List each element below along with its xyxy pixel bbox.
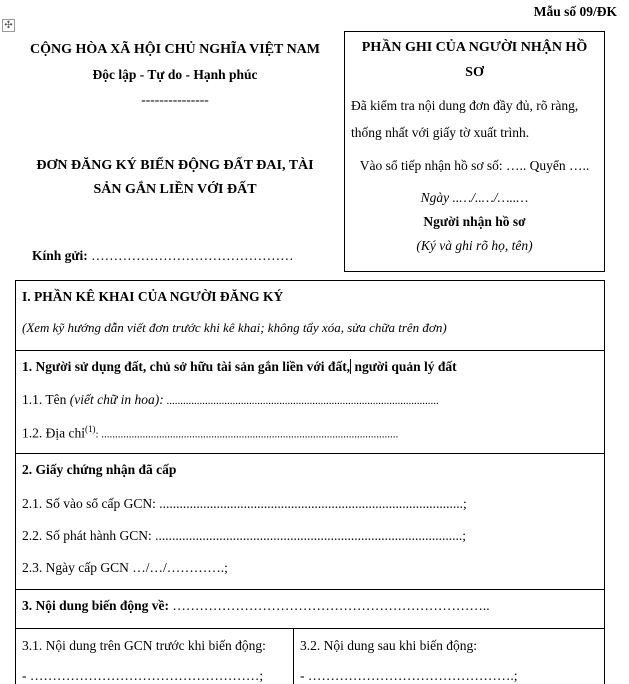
- before-change-label: 3.1. Nội dung trên GCN trước khi biến động:: [22, 638, 266, 653]
- part1-title-b: người quản lý đất: [351, 359, 457, 374]
- form-code: Mẫu số 09/ĐK: [533, 4, 617, 19]
- row-divider: [15, 453, 604, 454]
- table-border-right: [604, 280, 605, 684]
- name-field[interactable]: [22, 392, 439, 408]
- address-dots: : ............................................................................................................: [95, 428, 399, 441]
- table-border-top: [15, 280, 604, 281]
- footnote-marker: (1): [85, 424, 96, 434]
- header-separator: ---------------: [141, 92, 209, 107]
- part2-title: 2. Giấy chứng nhận đã cấp: [22, 462, 177, 477]
- gcn-issue-date-field[interactable]: 2.3. Ngày cấp GCN …/…/………….;: [22, 560, 228, 575]
- gcn-issue-number-field[interactable]: 2.2. Số phát hành GCN: ...........................................................................................;: [22, 528, 466, 543]
- recipient-label: Kính gửi:: [32, 248, 88, 263]
- part3-dots: ……………………………………………………………..: [169, 598, 490, 613]
- receiver-line2: thống nhất với giấy tờ xuất trình.: [351, 125, 530, 140]
- row-divider: [15, 628, 604, 629]
- recipient-line[interactable]: [32, 248, 294, 264]
- receiver-title-line1: PHẦN GHI CỦA NGƯỜI NHẬN HỒ: [361, 40, 588, 55]
- receiver-box: [344, 31, 605, 272]
- gcn-book-number-field[interactable]: 2.1. Số vào sổ cấp GCN: ..........................................................................................;: [22, 496, 467, 511]
- form-title-line1: ĐƠN ĐĂNG KÝ BIẾN ĐỘNG ĐẤT ĐAI, TÀI: [36, 158, 314, 173]
- part3-title-row[interactable]: [22, 598, 490, 614]
- name-label: 1.1. Tên: [22, 392, 70, 407]
- recipient-field[interactable]: ………………………………………: [91, 248, 294, 263]
- column-divider: [293, 628, 294, 684]
- receiver-line1: Đã kiểm tra nội dung đơn đầy đủ, rõ ràng,: [351, 98, 579, 113]
- row-divider: [15, 589, 604, 590]
- country-name: CỘNG HÒA XÃ HỘI CHỦ NGHĨA VIỆT NAM: [29, 42, 320, 57]
- receiver-date: Ngày ..…/..…/…..…: [420, 190, 529, 205]
- table-border-left: [15, 280, 16, 684]
- address-field[interactable]: [22, 424, 398, 442]
- form-title-line2: SẢN GẮN LIỀN VỚI ĐẤT: [93, 182, 257, 197]
- motto: Độc lập - Tự do - Hạnh phúc: [92, 67, 258, 82]
- after-change-field[interactable]: - ……………………………………….;: [300, 668, 518, 683]
- table-move-handle-icon[interactable]: ✣: [2, 19, 15, 32]
- after-change-label: 3.2. Nội dung sau khi biến động:: [300, 638, 477, 653]
- receiver-line3: Vào sổ tiếp nhận hồ sơ số: ….. Quyển …..: [359, 158, 590, 173]
- receiver-title-line2: SƠ: [465, 65, 484, 80]
- receiver-sign-note: (Ký và ghi rõ họ, tên): [416, 238, 533, 253]
- part3-title: 3. Nội dung biến động về:: [22, 598, 170, 613]
- before-change-field[interactable]: - ……………………………………………;: [22, 668, 264, 683]
- name-hint: (viết chữ in hoa):: [69, 392, 164, 407]
- part1-title: [22, 359, 457, 375]
- name-dots: ...................................................................................................: [163, 395, 439, 407]
- section1-title: I. PHẦN KÊ KHAI CỦA NGƯỜI ĐĂNG KÝ: [22, 289, 284, 304]
- receiver-signer: Người nhận hồ sơ: [423, 214, 526, 229]
- section1-note: (Xem kỹ hướng dẫn viết đơn trước khi kê khai; không tẩy xóa, sửa chữa trên đơn): [22, 320, 447, 335]
- address-label: 1.2. Địa chỉ: [22, 425, 85, 441]
- row-divider: [15, 350, 604, 351]
- part1-title-a: 1. Người sử dụng đất, chủ sở hữu tài sản gắn liền với đất,: [22, 359, 351, 374]
